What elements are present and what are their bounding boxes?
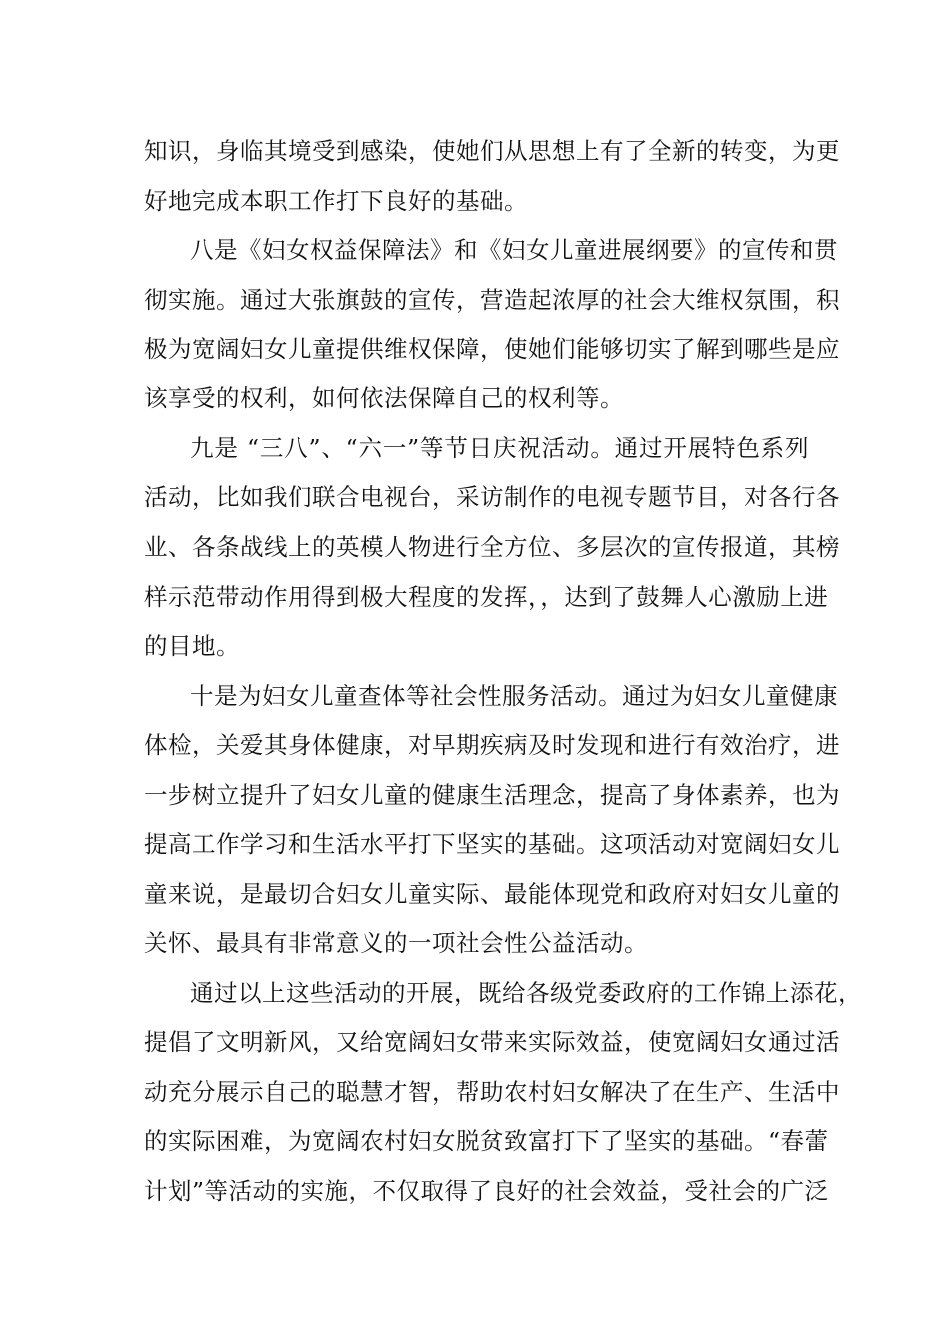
text-line: 的目地。: [144, 632, 240, 660]
paragraph-start-line: 通过以上这些活动的开展，既给各级党委政府的工作锦上添花，: [190, 979, 862, 1007]
text-line: 计划”等活动的实施，不仅取得了良好的社会效益，受社会的广泛: [144, 1177, 829, 1205]
text-line: 样示范带动作用得到极大程度的发挥，，达到了鼓舞人心激励上进: [144, 583, 829, 611]
text-line: 关怀、最具有非常意义的一项社会性公益活动。: [144, 929, 648, 957]
paragraph-start-line: 八是《妇女权益保障法》和《妇女儿童进展纲要》的宣传和贯: [190, 236, 838, 264]
text-line: 活动，比如我们联合电视台，采访制作的电视专题节目，对各行各: [144, 483, 840, 511]
text-line: 该享受的权利，如何依法保障自己的权利等。: [144, 384, 624, 412]
text-line: 好地完成本职工作打下良好的基础。: [144, 187, 528, 215]
text-line: 童来说，是最切合妇女儿童实际、最能体现党和政府对妇女儿童的: [144, 880, 840, 908]
paragraph-start-line: 九是 “三八”、“六一”等节日庆祝活动。通过开展特色系列: [190, 434, 809, 462]
text-line: 的实际困难，为宽阔农村妇女脱贫致富打下了坚实的基础。“春蕾: [144, 1127, 829, 1155]
text-line: 提高工作学习和生活水平打下坚实的基础。这项活动对宽阔妇女儿: [144, 830, 840, 858]
text-line: 彻实施。通过大张旗鼓的宣传，营造起浓厚的社会大维权氛围，积: [144, 286, 840, 314]
text-line: 一步树立提升了妇女儿童的健康生活理念，提高了身体素养，也为: [144, 781, 840, 809]
text-line: 体检，关爱其身体健康，对早期疾病及时发现和进行有效治疗，进: [144, 731, 840, 759]
text-line: 动充分展示自己的聪慧才智，帮助农村妇女解决了在生产、生活中: [144, 1078, 840, 1106]
text-line: 知识，身临其境受到感染，使她们从思想上有了全新的转变，为更: [144, 137, 840, 165]
text-line: 提倡了文明新风，又给宽阔妇女带来实际效益，使宽阔妇女通过活: [144, 1028, 840, 1056]
paragraph-start-line: 十是为妇女儿童查体等社会性服务活动。通过为妇女儿童健康: [190, 682, 838, 710]
text-line: 极为宽阔妇女儿童提供维权保障，使她们能够切实了解到哪些是应: [144, 335, 840, 363]
text-line: 业、各条战线上的英模人物进行全方位、多层次的宣传报道，其榜: [144, 533, 840, 561]
